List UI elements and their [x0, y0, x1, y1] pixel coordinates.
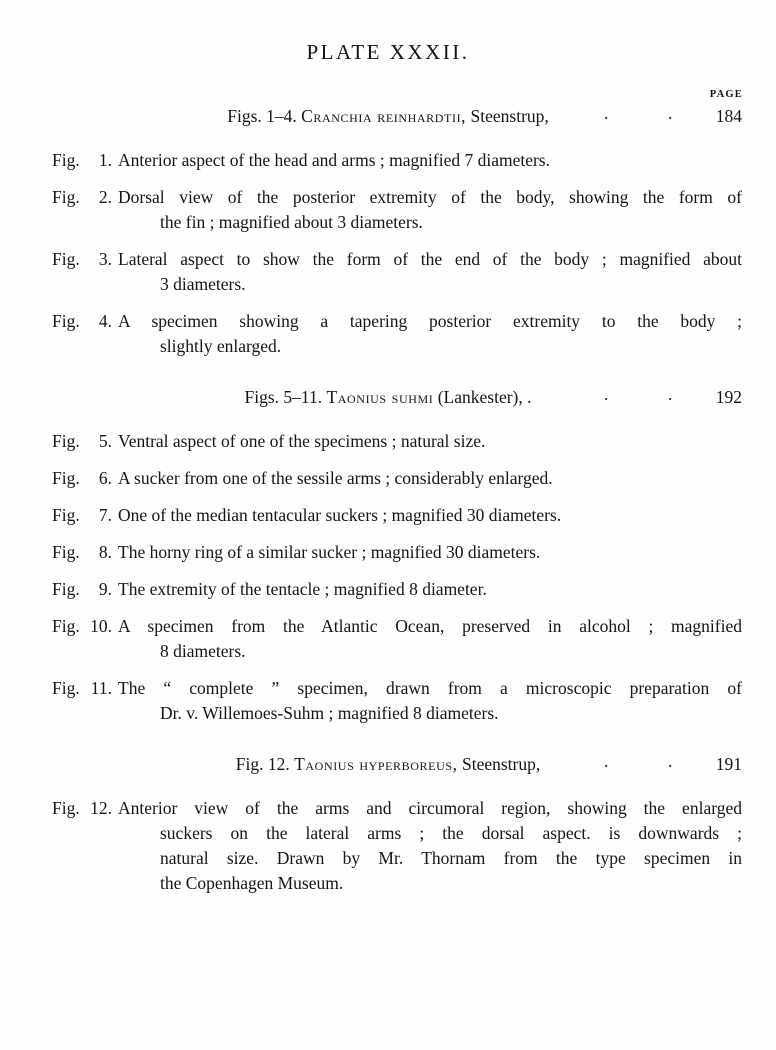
fig-label: Fig. — [52, 187, 80, 207]
entry-line: A specimen from the Atlantic Ocean, preserved in alcohol ; magnified — [118, 616, 742, 636]
entry-line: 3 diameters. — [160, 274, 246, 294]
fig-label: Fig. — [52, 798, 80, 818]
fig-label: Fig. — [52, 468, 80, 488]
entry-line: The horny ring of a similar sucker ; magnified 30 diameters. — [118, 542, 541, 562]
heading-suffix: (Lankester), . — [433, 387, 532, 407]
heading-suffix: Steenstrup, — [457, 754, 541, 774]
page-number: 191 — [715, 754, 742, 774]
species-name: Taonius suhmi — [326, 387, 434, 407]
species-name: Taonius hyperboreus, — [294, 754, 458, 774]
figure-entry — [52, 503, 742, 528]
fig-label: Fig. — [52, 431, 80, 451]
entry-line: A specimen showing a tapering posterior extremity to the body ; — [118, 311, 742, 331]
entry-line: Lateral aspect to show the form of the end of the body ; magnified about — [118, 249, 742, 269]
fig-number: 8. — [98, 542, 112, 562]
figure-entry — [52, 540, 742, 565]
leader-dot: . — [668, 384, 673, 404]
fig-label: Fig. — [52, 505, 80, 525]
fig-label: Fig. — [52, 542, 80, 562]
entry-line: Dr. v. Willemoes-Suhm ; magnified 8 diameters. — [160, 703, 499, 723]
heading-suffix: Steenstrup, — [466, 106, 549, 126]
entry-line: the fin ; magnified about 3 diameters. — [160, 212, 423, 232]
fig-number: 10. — [90, 616, 112, 636]
entry-line: The “ complete ” specimen, drawn from a microscopic preparation of — [118, 678, 742, 698]
section-heading — [0, 752, 776, 776]
section-heading — [0, 104, 776, 128]
page-column-label: PAGE — [709, 89, 743, 100]
fig-number: 12. — [90, 798, 112, 818]
heading-text — [244, 385, 531, 409]
page-number: 192 — [715, 387, 742, 407]
fig-number: 2. — [98, 187, 112, 207]
fig-number: 3. — [98, 249, 112, 269]
entry-line: Anterior view of the arms and circumoral region, showing the enlarged — [118, 798, 742, 818]
entry-line: One of the median tentacular suckers ; magnified 30 diameters. — [118, 505, 562, 525]
figure-entry — [52, 148, 742, 173]
fig-label: Fig. — [52, 249, 80, 269]
fig-label: Fig. — [52, 579, 80, 599]
fig-number: 9. — [98, 579, 112, 599]
fig-label: Fig. — [52, 678, 80, 698]
heading-prefix: Figs. 5–11. — [244, 387, 327, 407]
fig-number: 6. — [98, 468, 112, 488]
fig-number: 11. — [90, 678, 112, 698]
fig-label: Fig. — [52, 616, 80, 636]
leader-dot: . — [604, 751, 609, 771]
fig-label: Fig. — [52, 311, 80, 331]
plate-title: PLATE XXXII. — [306, 40, 470, 64]
figure-entry — [52, 185, 742, 235]
figure-entry — [52, 466, 742, 491]
heading-prefix: Fig. 12. — [235, 754, 295, 774]
entry-line: the Copenhagen Museum. — [160, 873, 344, 893]
page-number: 184 — [715, 106, 742, 126]
entry-line: Dorsal view of the posterior extremity of the body, showing the form of — [118, 187, 742, 207]
figure-entry — [52, 676, 742, 726]
figure-entry — [52, 614, 742, 664]
entry-line: slightly enlarged. — [160, 336, 282, 356]
leader-dot: . — [604, 384, 609, 404]
heading-text — [236, 752, 540, 776]
entry-line: 8 diameters. — [160, 641, 246, 661]
figure-entry — [52, 309, 742, 359]
fig-label: Fig. — [52, 150, 80, 170]
figure-entry — [52, 577, 742, 602]
entry-line: natural size. Drawn by Mr. Thornam from the type specimen in — [160, 848, 742, 868]
leader-dot: . — [604, 103, 609, 123]
entry-line: Anterior aspect of the head and arms ; magnified 7 diameters. — [118, 150, 550, 170]
leader-dot: . — [668, 751, 673, 771]
fig-number: 5. — [98, 431, 112, 451]
heading-text — [227, 104, 549, 128]
entry-line: The extremity of the tentacle ; magnified 8 diameter. — [118, 579, 487, 599]
fig-number: 1. — [98, 150, 112, 170]
section-heading — [0, 385, 776, 409]
entry-line: suckers on the lateral arms ; the dorsal aspect. is downwards ; — [160, 823, 742, 843]
leader-dot: . — [668, 103, 673, 123]
entry-line: Ventral aspect of one of the specimens ; natural size. — [118, 431, 486, 451]
figure-entry — [52, 429, 742, 454]
fig-number: 7. — [98, 505, 112, 525]
figure-entry — [52, 247, 742, 297]
fig-number: 4. — [98, 311, 112, 331]
species-name: Cranchia reinhardtii, — [301, 106, 467, 126]
heading-prefix: Figs. 1–4. — [227, 106, 302, 126]
entry-line: A sucker from one of the sessile arms ; considerably enlarged. — [118, 468, 553, 488]
figure-entry — [52, 796, 742, 896]
